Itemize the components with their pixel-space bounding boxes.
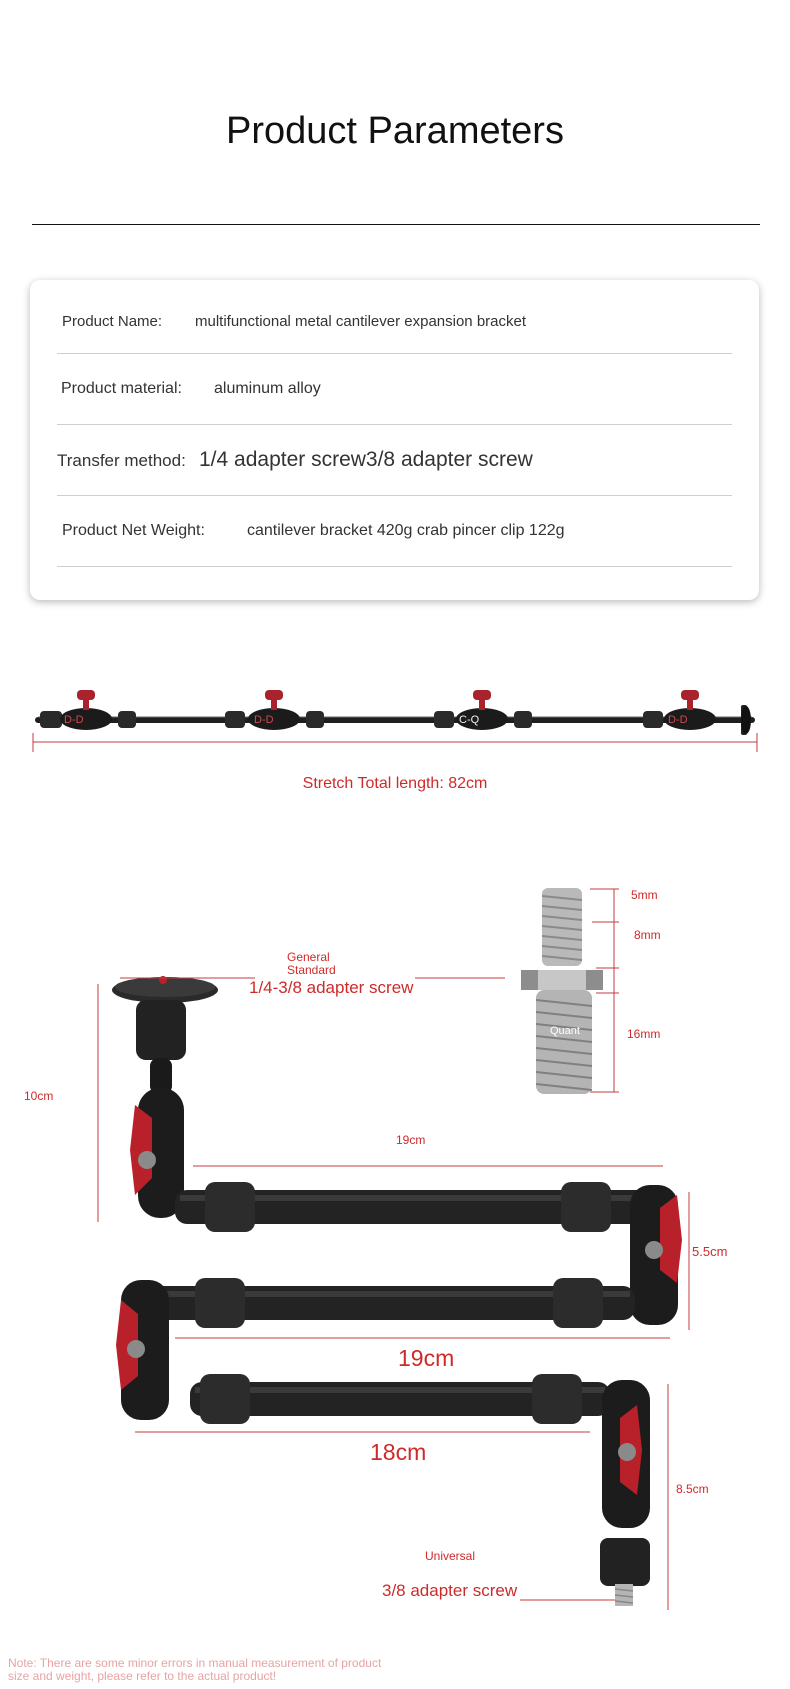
joint-label: D-D bbox=[668, 714, 688, 726]
stretched-bracket bbox=[33, 690, 757, 752]
screw-callout-standard: Standard bbox=[287, 963, 336, 977]
bracket-dim-arm-top: 19cm bbox=[396, 1133, 426, 1147]
screw-overlay-text: Quant bbox=[550, 1025, 580, 1037]
screw-callout-general: General bbox=[287, 950, 330, 964]
param-label: Product Net Weight: bbox=[62, 522, 205, 539]
screw-callout-main: 1/4-3/8 adapter screw bbox=[249, 978, 414, 997]
note-line-2: size and weight, please refer to the actual product! bbox=[8, 1669, 277, 1683]
param-value: 1/4 adapter screw3/8 adapter screw bbox=[199, 448, 533, 471]
page-title: Product Parameters bbox=[226, 110, 564, 152]
screw-dim-5mm: 5mm bbox=[631, 888, 658, 902]
joint-label: D-D bbox=[64, 714, 84, 726]
stretch-length-label: Stretch Total length: 82cm bbox=[302, 775, 488, 792]
bottom-callout-screw: 3/8 adapter screw bbox=[382, 1581, 518, 1600]
bracket-dim-offset-right: 5.5cm bbox=[692, 1244, 728, 1259]
param-label: Product Name: bbox=[62, 313, 163, 330]
note-line-1: Note: There are some minor errors in manual measurement of product bbox=[8, 1656, 382, 1670]
bracket-dim-arm-bottom: 18cm bbox=[370, 1439, 427, 1465]
param-value: aluminum alloy bbox=[214, 380, 321, 397]
param-value: multifunctional metal cantilever expansion bracket bbox=[195, 313, 527, 330]
param-label: Product material: bbox=[61, 380, 182, 397]
screw-dim-16mm: 16mm bbox=[627, 1027, 661, 1041]
screw-dim-8mm: 8mm bbox=[634, 928, 661, 942]
bottom-callout-universal: Universal bbox=[425, 1549, 476, 1563]
bracket-dim-arm-middle: 19cm bbox=[398, 1345, 455, 1371]
folded-bracket bbox=[98, 976, 689, 1610]
joint-label: C-Q bbox=[459, 714, 480, 726]
disclaimer-note bbox=[8, 1657, 381, 1683]
bracket-dim-height-left: 10cm bbox=[24, 1089, 54, 1103]
param-value: cantilever bracket 420g crab pincer clip 122g bbox=[247, 522, 565, 539]
bracket-dim-drop-right: 8.5cm bbox=[676, 1482, 709, 1496]
param-label: Transfer method: bbox=[57, 451, 186, 470]
joint-label: D-D bbox=[254, 714, 274, 726]
adapter-screw bbox=[415, 888, 619, 1094]
